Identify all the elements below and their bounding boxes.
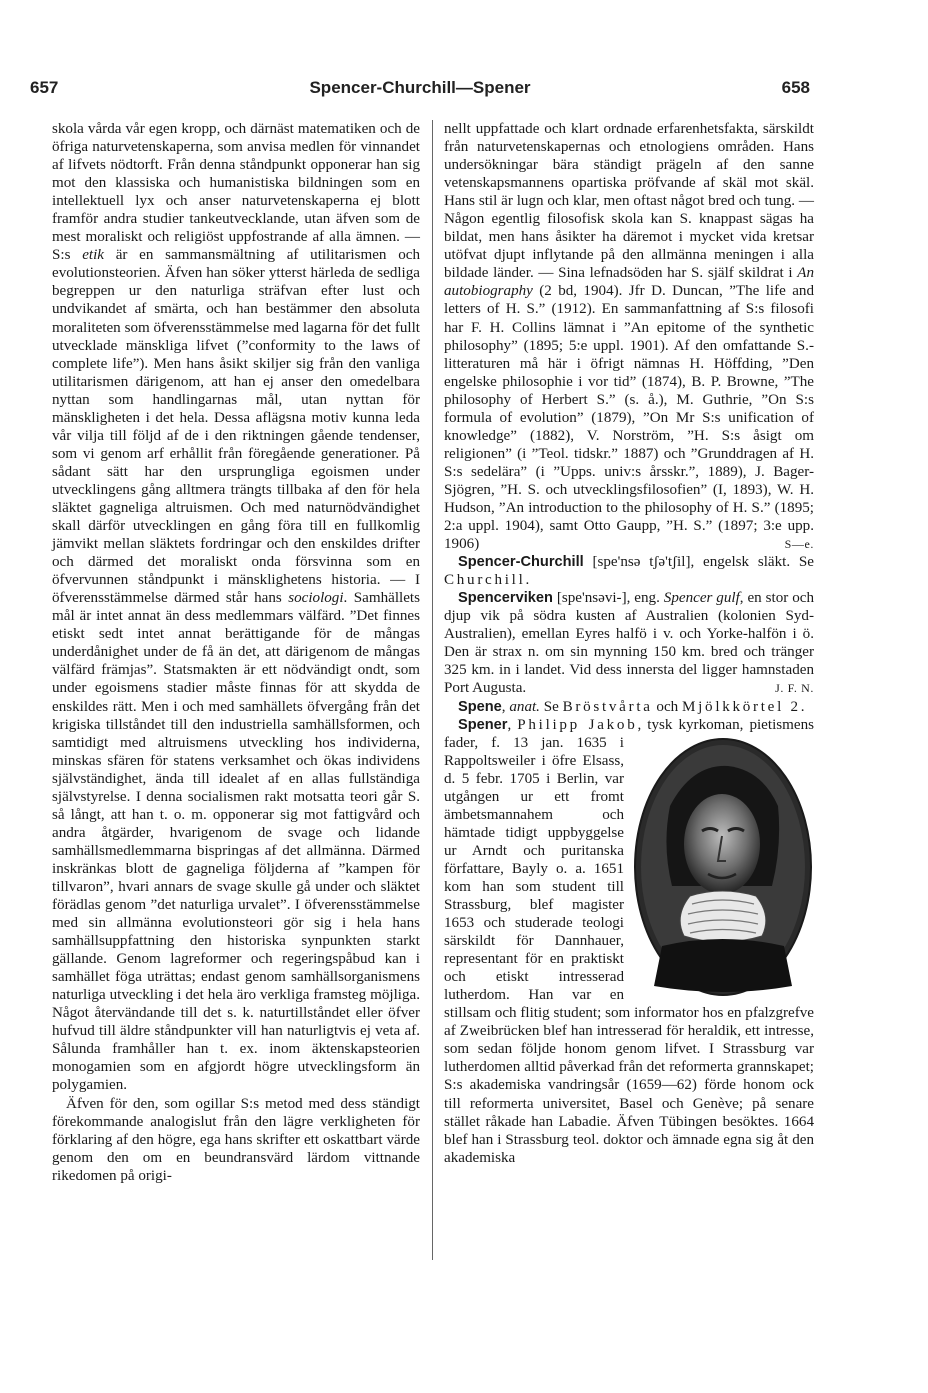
page-number-left: 657	[30, 78, 59, 97]
author-signature: S—e.	[784, 537, 814, 552]
text-run: [spe'nsə tʃə'tʃil], engelsk släkt. Se	[583, 554, 814, 571]
page-number-right: 658	[781, 78, 810, 97]
portrait-engraving-icon	[632, 736, 814, 998]
cross-reference: Mjölkkörtel 2	[682, 698, 801, 715]
italic-title: An autobiography	[444, 265, 814, 300]
text-run: nellt uppfattade och klart ordnade erfarenhetsfakta, särskildt från naturvetenskapernas och etnologiens områden. Hans undersökningar bära ständigt prägeln af den sanne vetenskapsmannens opartiska pröfvande af skäl mot skäl. Hans stil är lugn och klar, men oftast något bred och tung. — Någon egentlig filosofisk skola kan S. knappast sägas ha bildat, men hans åsikter ha däremot i mycket vida kretsar utöfvat djupt inflytande på den allmänna meningen i alla bildade länder. — Sina lefnadsöden har S. själf skildrat i	[444, 121, 814, 282]
text-run: .	[800, 698, 805, 715]
entry-spene: Spene, anat. Se Bröstvårta och Mjölkkörtel 2.	[458, 698, 805, 715]
italic-term: sociologi	[288, 590, 344, 607]
entry-spener: Spener, Philipp Jakob , tysk kyrkoman, pietismens fader, f. 13 jan. 1635 i Rappoltsweiler i öfre Elsass, d. 5 febr. 1705 i Berlin, var utgången ur ett fromt ämbetsmannahem och hämtade tidigt uppbyggelse ur Arndt och puritanska författare, Bayly o. a. 1651 kom han som student till Strassburg, blef magister 1653 och studerade teologi särskildt för Dannhauer, representant för en praktiskt och etiskt intresserad lutherdom. Han var en stillsam och flitig student; som informator hos en pfalzgrefve af Zweibrücken blef han intresserad för heraldik, ett intresse, som sedan följde honom genom lifvet. I Strassburg var lutherdomen alltid påverkad från det reformerta grannskapet; S:s akademiska vandringsår (1659—62) förde honom ock till reformerta universitet, Basel och Genève; på senare stället råkade han Labadie. Äfven Tübingen besöktes. 1664 blef han i Strassburg teol. doktor och ämnade egna sig åt den akademiska	[444, 716, 814, 1166]
paragraph	[444, 120, 814, 553]
text-run: är en sammansmältning af utilitarismen och evolutionsteorien. Äfven han söker ytterst härleda de sedliga begreppen ur den naturliga sträfvan efter lust och undvikandet af smärta, och han bestämmer den absoluta moraliteten som öfverensstämmelse med lagarna för det fullt utvecklade mänskliga lifvet (”conformity to the laws of complete life”). Men hans åsikt skiljer sig från den vanliga utilitarismen därigenom, att han ej anser den omedelbara nyttan som handlingarnas mål, utan nyttan för mänskligheten i det hela. Dessa aflägsna motiv kunna leda vår vilja till följd af de i den riktningen gående tendenser, som vi genom arf erhållit från föregående generationer. På sådant sätt har den ursprungliga egoismen under utvecklingens gång alltmera trängts tillbaka af den för hela släktet gagneliga altruismen. Och med naturnödvändighet skall därför utvecklingen en gång föra till en fullkomlig jämvikt mellan släktets fordringar och den enskildes drifter och därmed det moraliskt onda försvinna som en öfvervunnen ståndpunkt i mänsklighetens historia. — I öfverensstämmelse därmed står hans	[52, 247, 420, 607]
headword: Spencer-Churchill	[458, 554, 584, 571]
text-run: och	[652, 698, 682, 715]
cross-reference: Bröstvårta	[562, 698, 653, 715]
column-divider	[432, 120, 433, 1260]
entry-spencer-churchill	[444, 553, 814, 589]
headword: Spene	[458, 698, 502, 715]
text-run: Se	[539, 698, 563, 715]
headword: Spener	[458, 716, 508, 733]
entry-spencerviken	[444, 589, 814, 697]
text-run: , tysk kyrkoman, pietismens fader, f. 13 jan. 1635 i Rappoltsweiler i öfre Elsass, d. 5 febr. 1705 i Berlin, var utgången ur ett fromt ämbetsmannahem och hämtade tidigt uppbyggelse ur Arndt och puritanska författare, Bayly o. a. 1651 kom han som student till Strassburg, blef magister 1653 och studerade teologi särskildt för Dannhauer, representant för en praktiskt och etiskt intresserad lutherdom. Han var en stillsam och flitig student; som informator hos en pfalzgrefve af Zweibrücken blef han intresserad för heraldik, ett intresse, som sedan följde honom genom lifvet. I Strassburg var lutherdomen alltid påverkad från det reformerta grannskapet; S:s akademiska vandringsår (1659—62) förde honom ock till reformerta universitet, Basel och Genève; på senare stället råkade han Labadie. Äfven Tübingen besöktes. 1664 blef han i Strassburg teol. doktor och ämnade egna sig åt den akademiska	[444, 716, 814, 1166]
left-column	[52, 120, 420, 1185]
running-title: Spencer-Churchill—Spener	[309, 78, 531, 97]
italic-term: Spencer gulf	[663, 590, 740, 607]
text-run: (2 bd, 1904). Jfr D. Duncan, ”The life and letters of H. S.” (1912). En sammanfattning af S:s filosofi har F. H. Collins lämnat i ”An epitome of the synthetic philosophy” (1895; 5:e uppl. 1901). Af den omfattande S.-litteraturen må här i öfrigt nämnas H. Höffding, ”Den engelske philosophie i vor tid” (1874), B. P. Browne, ”The philosophy of Herbert S.” (s. å.), M. Guthrie, ”On S:s formula of evolution” (1879), ”On Mr S:s unification of knowledge” (1882), V. Norström, ”H. S:s åsigt om religionen” (i ”Teol. tidskr.” 1887) och ”Grunddragen af H. S:s sedelära” (i ”Upps. univ:s årsskr.”, 1889), J. Bager-Sjögren, ”H. S. och utvecklingsfilosofien” (I, 1893), W. H. Hudson, ”An introduction to the philosophy of H. S.” (1895; 2:a uppl. 1904), samt Otto Gaupp, ”H. S.” (1897; 3:e upp. 1906)	[444, 283, 814, 553]
text-run: . Samhällets mål är intet annat än dess medlemmars välfärd. ”Det finnes etiskt sedt intet annat berättigande för de mångas underdånighet under de få än det, att därigenom de mångas välfärd främjas”. Statsmakten är ett nödvändigt ondt, som under egoismens stadier måste finnas för att skydda de enskildes rätt. Men i och med samhällets öfvergång från det krigiska tillståndet till den industriella samhällsformen, och samtidigt med altruismens utveckling hos individerna, minskas sfären för statens verksamhet och ökas individens självständighet, ända till idealet af en allas fullständiga självstyrelse. I denna socialismen rakt motsatta teori går S. så långt, att han t. o. m. opponerar sig mot fattigvård och andra åtgärder, hvarigenom de svage och lidande samhällsmedlemmarna bispringas af det allmänna. Därmed inskränkas blott de gagneliga följderna af ”kampen för tillvaron”, hvari annars de svage skulle gå under och släktet förädlas genom ”det naturliga urvalet”. I öfverensstämmelse med sin allmänna evolutionsteori gör sig i hela hans samhällsuppfattning den historiska synpunkten starkt gällande. Genom lagreformer och regeringspåbud kan i samhället föga uträttas; endast genom samhällsorganismens naturliga utveckling i det hela äro verkliga framsteg möjliga. Något återvändande till det s. k. naturtillståndet eller öfver hufvud till äldre ståndpunkter vill han naturligtvis ej veta af. Sålunda framhåller han t. ex. inom äktenskapsteorien monogamien som en afgjordt högre utvecklingsform än polygamien.	[52, 590, 421, 1094]
paragraph	[52, 120, 420, 1095]
headword: Spencerviken	[458, 590, 553, 607]
text-run: Äfven för den, som ogillar S:s metod med dess ständigt förekommande analogislut från den lägre verkligheten för förklaring af den högre, ega hans skrifter ett oskattbart värde genom den om en beundransvärd lärdom vittnande rikedomen på origi-	[52, 1095, 420, 1184]
italic-term: anat.	[509, 698, 540, 715]
portrait-wrap	[632, 736, 814, 998]
cross-reference: Churchill	[444, 572, 526, 589]
paragraph	[52, 1095, 420, 1185]
text-run: .	[525, 572, 530, 589]
right-column	[444, 120, 814, 1167]
page-header	[30, 78, 810, 102]
person-name: Philipp Jakob	[517, 716, 638, 733]
text-run: , en stor och djup vik på södra kusten af Australien (kolonien Syd-Australien), emellan Eyres halfö i v. och Yorke-halfön i ö. Den är strax n. om sin mynning 150 km. bred och tränger 325 km. in i landet. Vid dess innersta del ligger hamnstaden Port Augusta.	[444, 590, 814, 697]
italic-term: etik	[82, 247, 104, 264]
text-run: skola vårda vår egen kropp, och därnäst matematiken och de öfriga naturvetenskaperna, som anvisa medlen för vinnandet af lifvets nödtorft. Från denna ståndpunkt opponerar han sig mot den klassiska och humanistiska bildningen som en intellektuell lyx och anser naturvetenskaperna ej blott framför andra studier tankeutvecklande, utan äfven som de mest moraliskt och religiöst uppfostrande af alla ämnen. — S:s	[52, 121, 420, 264]
author-signature: J. F. N.	[775, 681, 814, 696]
text-run: [spe'nsəvi-], eng.	[552, 590, 664, 607]
